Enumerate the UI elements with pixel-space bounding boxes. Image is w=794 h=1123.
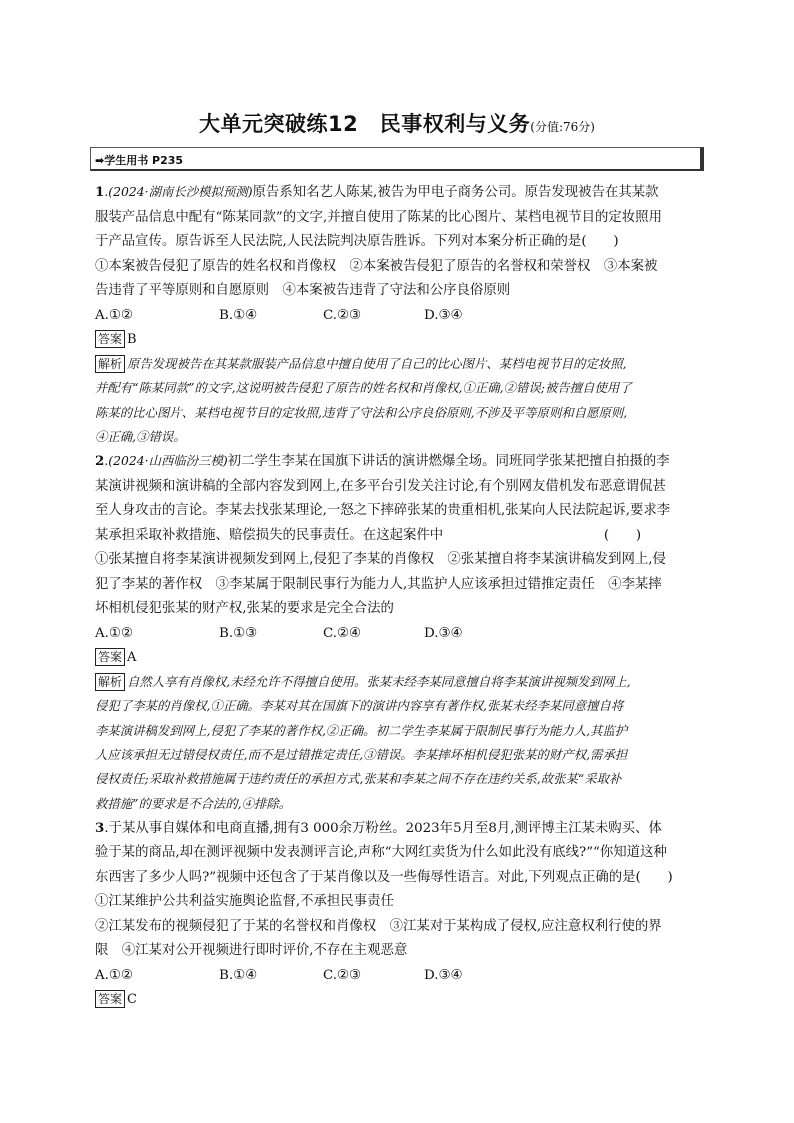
option-a: A.①② [95,967,133,983]
question-stem-line: 验于某的商品,却在测评视频中发表测评言论,声称“大网红卖货为什么如此没有底线?”“你知道这种 [95,845,667,861]
question-stem-line: 于产品宣传。原告诉至人民法院,人民法院判决原告胜诉。下列对本案分析正确的是( ) [95,234,619,249]
explanation-line: 并配有“陈某同款”的文字,这说明被告侵犯了原告的姓名权和肖像权,①正确,②错误;被告擅自使用了 [95,380,632,396]
question-stem-line: 服装产品信息中配有“陈某同款”的文字,并擅自使用了陈某的比心图片、某档电视节目的定妆照用 [95,209,662,225]
question-stem-line: 某承担采取补救措施、赔偿损失的民事责任。在这起案件中 ( ) [95,527,642,543]
answer-value: A [127,650,137,666]
option-b: B.①③ [219,625,258,641]
option-b: B.①④ [219,307,258,323]
option-d: D.③④ [424,967,463,983]
page-title [0,108,794,138]
explanation-line: 救措施”的要求是不合法的,④排除。 [95,795,292,811]
title-text: 大单元突破练12 民事权利与义务 [199,112,531,136]
explanation-line: ④正确,③错误。 [95,428,186,444]
answer-value: C [127,992,137,1008]
explanation-line: 侵权责任;采取补救措施属于违约责任的承担方式,张某和李某之间不存在违约关系,故张某“采取补 [95,771,622,787]
question-list [95,180,709,1012]
question-stem-line: ①张某擅自将李某演讲视频发到网上,侵犯了李某的肖像权 ②张某擅自将李某演讲稿发到网上,侵 [95,552,666,568]
explanation-tag: 解析 [95,355,125,373]
question-source: .(2024·湖南长沙模拟预测) [104,184,253,199]
question-stem-line: 某演讲视频和演讲稿的全部内容发到网上,在多平台引发关注讨论,有个别网友借机发布恶意谓侃甚 [95,478,666,494]
question-1 [95,180,709,449]
question-stem-line: 坏相机侵犯张某的财产权,张某的要求是完全合法的 [95,601,394,617]
stem-text: 原告系知名艺人陈某,被告为甲电子商务公司。原告发现被告在其某款 [252,185,659,200]
question-stem-line: ②江某发布的视频侵犯了于某的名誉权和肖像权 ③江某对于某构成了侵权,应注意权利行使的界 [95,918,662,934]
student-book-label: ➡学生用书 P235 [95,154,184,167]
explanation-tag: 解析 [95,673,125,691]
option-c: C.②③ [323,307,362,323]
question-source: . [104,820,109,836]
question-stem-line [95,180,709,206]
question-stem-line: ①本案被告侵犯了原告的姓名权和肖像权 ②本案被告侵犯了原告的名誉权和荣誉权 ③本案被 [95,258,658,274]
answer-tag: 答案 [95,648,125,666]
question-source: .(2024·山西临汾三模) [104,453,228,469]
option-b: B.①④ [219,967,258,983]
question-stem-line: 至人身攻击的言论。李某去找张某理论,一怒之下摔碎张某的贵重相机,张某向人民法院起诉,要求李 [95,503,671,519]
explanation-line [95,352,709,376]
options-row [95,622,709,647]
answer-tag: 答案 [95,330,125,348]
explanation-line: 李某演讲稿发到网上,侵犯了李某的著作权,②正确。初二学生李某属于限制民事行为能力人,其监护 [95,722,628,738]
explanation-line: 侵犯了李某的肖像权,①正确。李某对其在国旗下的演讲内容享有著作权,张某未经李某同意擅自将 [95,698,624,714]
question-stem-line: ①江某维护公共利益实施舆论监督,不承担民事责任 [95,894,394,910]
option-c: C.②③ [323,967,362,983]
question-3 [95,816,709,1013]
options-row [95,964,709,989]
question-number: 3 [95,819,105,836]
score-text: (分值:76分) [530,120,595,134]
option-d: D.③④ [424,625,463,641]
answer-line [95,988,709,1012]
explanation-line: 人应该承担无过错侵权责任,而不是过错推定责任,③错误。李某摔坏相机侵犯张某的财产权,需承担 [95,747,628,763]
option-c: C.②④ [323,625,362,641]
explanation-text: 原告发现被告在其某款服装产品信息中擅自使用了自己的比心图片、某档电视节目的定妆照, [127,356,627,371]
answer-line [95,328,709,352]
question-number: 2 [95,453,105,470]
question-stem-line: 限 ④江某对公开视频进行即时评价,不存在主观恶意 [95,943,408,959]
option-a: A.①② [95,625,133,641]
stem-text: 初二学生李某在国旗下讲话的演讲燃爆全场。同班同学张某把擅自拍摄的李 [227,454,670,470]
question-stem-line [95,816,709,842]
answer-value: B [127,332,137,347]
student-book-bar [90,147,704,171]
question-number: 1 [95,184,105,200]
answer-line [95,646,709,670]
options-row [95,304,709,329]
option-a: A.①② [95,307,133,323]
question-stem-line [95,449,709,475]
question-stem-line: 东西害了多少人吗?”视频中还包含了于某肖像以及一些侮辱性语言。对此,下列观点正确的是( ) [95,869,673,885]
explanation-line [95,670,709,694]
stem-text: 于某从事自媒体和电商直播,拥有3 000余万粉丝。2023年5月至8月,测评博主江某未购买、体 [108,820,662,836]
answer-tag: 答案 [95,990,125,1008]
question-stem-line: 告违背了平等原则和自愿原则 ④本案被告违背了守法和公序良俗原则 [95,283,511,298]
explanation-text: 自然人享有肖像权,未经允许不得擅自使用。张某未经李某同意擅自将李某演讲视频发到网上, [127,674,631,690]
question-stem-line: 犯了李某的著作权 ③李某属于限制民事行为能力人,其监护人应该承担过错推定责任 ④李某摔 [95,576,662,592]
question-2 [95,449,709,816]
option-d: D.③④ [424,307,463,323]
explanation-line: 陈某的比心图片、某档电视节目的定妆照,违背了守法和公序良俗原则,不涉及平等原则和自愿原则, [95,404,628,420]
